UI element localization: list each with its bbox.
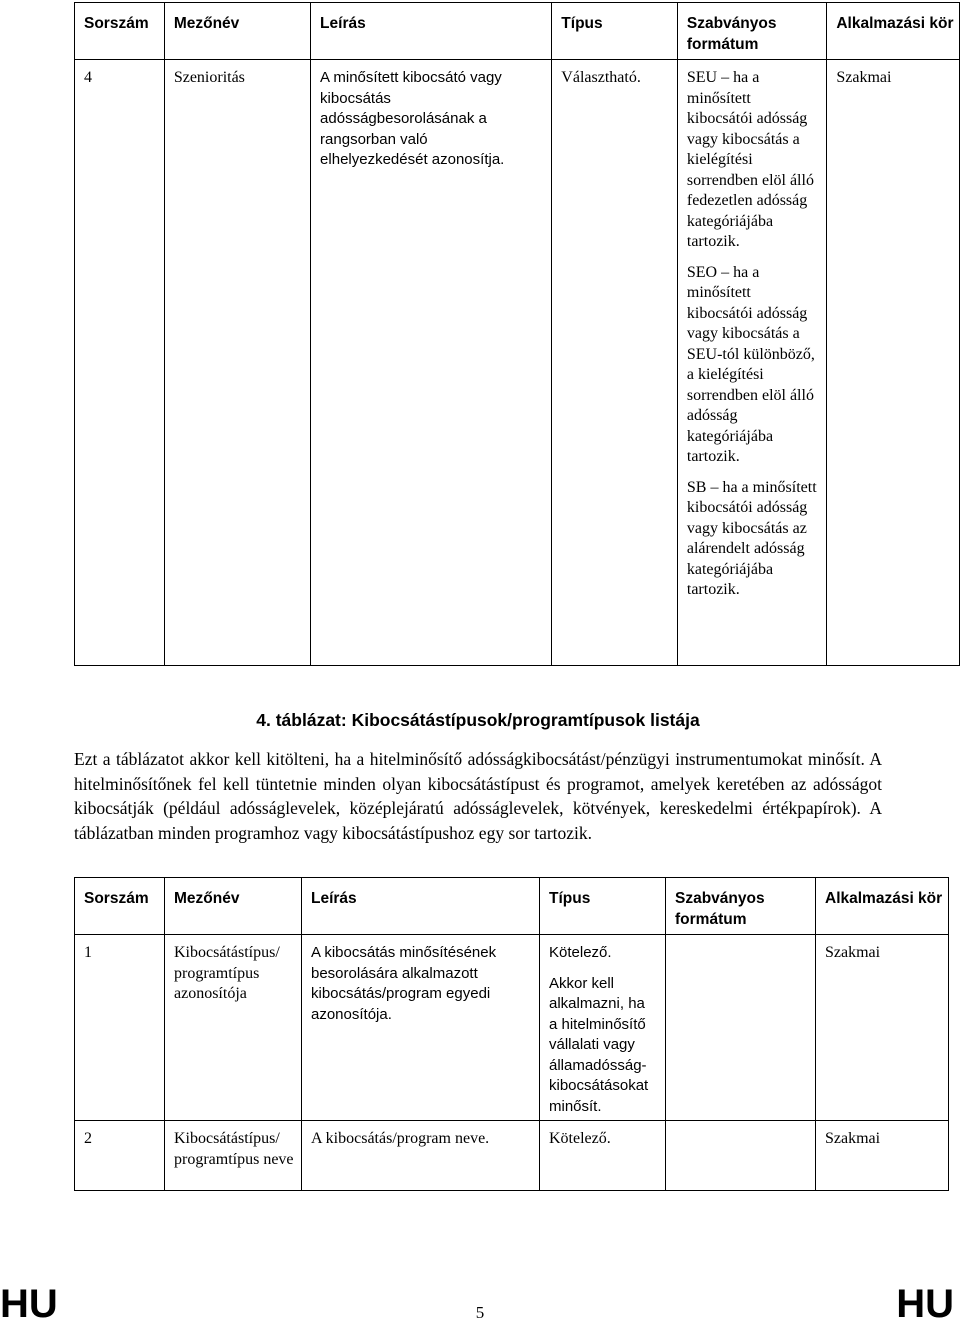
field-name: Kibocsátástípus/ programtípus azonosítója <box>165 935 302 1121</box>
row-number: 1 <box>75 935 165 1121</box>
col-header-tipus: Típus <box>552 3 678 60</box>
scope: Szakmai <box>827 60 960 666</box>
format-option-seo: SEO – ha a minősített kibocsátói adósság vagy kibocsátás a SEU-tól különböző, a kielégítési sorrendben elöl álló adósság kategóriájába tartozik. <box>686 263 815 465</box>
col-header-leiras: Leírás <box>311 3 552 60</box>
table-header-row <box>75 878 949 935</box>
format-option-sb: SB – ha a minősített kibocsátói adósság vagy kibocsátás az alárendelt adósság kategóriájába tartozik. <box>686 478 817 598</box>
scope: Szakmai <box>816 1121 949 1191</box>
row-number: 4 <box>75 60 165 666</box>
issue-type-table <box>74 877 949 1191</box>
col-header-formatum: Szabványos formátum <box>677 3 826 60</box>
type-value: Kötelező. <box>549 1130 611 1147</box>
format-cell <box>677 60 826 666</box>
col-header-leiras: Leírás <box>302 878 540 935</box>
table-row <box>75 935 949 1121</box>
col-header-mezonev: Mezőnév <box>164 3 310 60</box>
table-caption: 4. táblázat: Kibocsátástípusok/programtípusok listája <box>256 710 700 730</box>
row-number: 2 <box>75 1121 165 1191</box>
table-row <box>75 1121 949 1191</box>
field-type <box>540 1121 666 1191</box>
format-cell <box>666 935 816 1121</box>
table-row <box>75 60 960 666</box>
footer-language-code-right: HU <box>896 1282 954 1326</box>
col-header-tipus: Típus <box>540 878 666 935</box>
field-description: A minősített kibocsátó vagy kibocsátás adósságbesorolásának a rangsorban való elhelyezkedését azonosítja. <box>311 60 552 666</box>
field-type: Választható. <box>552 60 678 666</box>
instruction-paragraph: Ezt a táblázatot akkor kell kitölteni, ha a hitelminősítő adósságkibocsátást/pénzügyi instrumentumokat minősít. A hitelminősítőnek fel kell tüntetnie minden olyan kibocsátástípust és programot, amelyek keretében az adósságot kibocsátják (például adósságlevelek, középlejáratú adósságlevelek, kötvények, kereskedelmi értékpapírok). A táblázatban minden programhoz vagy kibocsátástípushoz egy sor tartozik. <box>74 749 882 843</box>
col-header-mezonev: Mezőnév <box>165 878 302 935</box>
field-type <box>540 935 666 1121</box>
page-number: 5 <box>475 1303 485 1322</box>
col-header-alkalmazasi-kor: Alkalmazási kör <box>816 878 949 935</box>
col-header-sorszam: Sorszám <box>75 3 165 60</box>
field-name: Kibocsátástípus/ programtípus neve <box>165 1121 302 1191</box>
type-note: Akkor kell alkalmazni, ha a hitelminősítő vállalati vagy államadósság-kibocsátásokat minősít. <box>549 974 649 1115</box>
footer-language-code-left: HU <box>0 1282 58 1326</box>
format-option-seu: SEU – ha a minősített kibocsátói adósság vagy kibocsátás a kielégítési sorrendben elöl álló fedezetlen adósság kategóriájába tartozik. <box>686 69 814 250</box>
seniority-table <box>74 2 960 666</box>
field-name: Szenioritás <box>164 60 310 666</box>
col-header-formatum: Szabványos formátum <box>666 878 816 935</box>
field-description: A kibocsátás/program neve. <box>302 1121 540 1191</box>
format-cell <box>666 1121 816 1191</box>
table-header-row <box>75 3 960 60</box>
col-header-sorszam: Sorszám <box>75 878 165 935</box>
scope: Szakmai <box>816 935 949 1121</box>
col-header-alkalmazasi-kor: Alkalmazási kör <box>827 3 960 60</box>
type-value: Kötelező. <box>549 944 612 961</box>
field-description: A kibocsátás minősítésének besorolására alkalmazott kibocsátás/program egyedi azonosítója. <box>302 935 540 1121</box>
